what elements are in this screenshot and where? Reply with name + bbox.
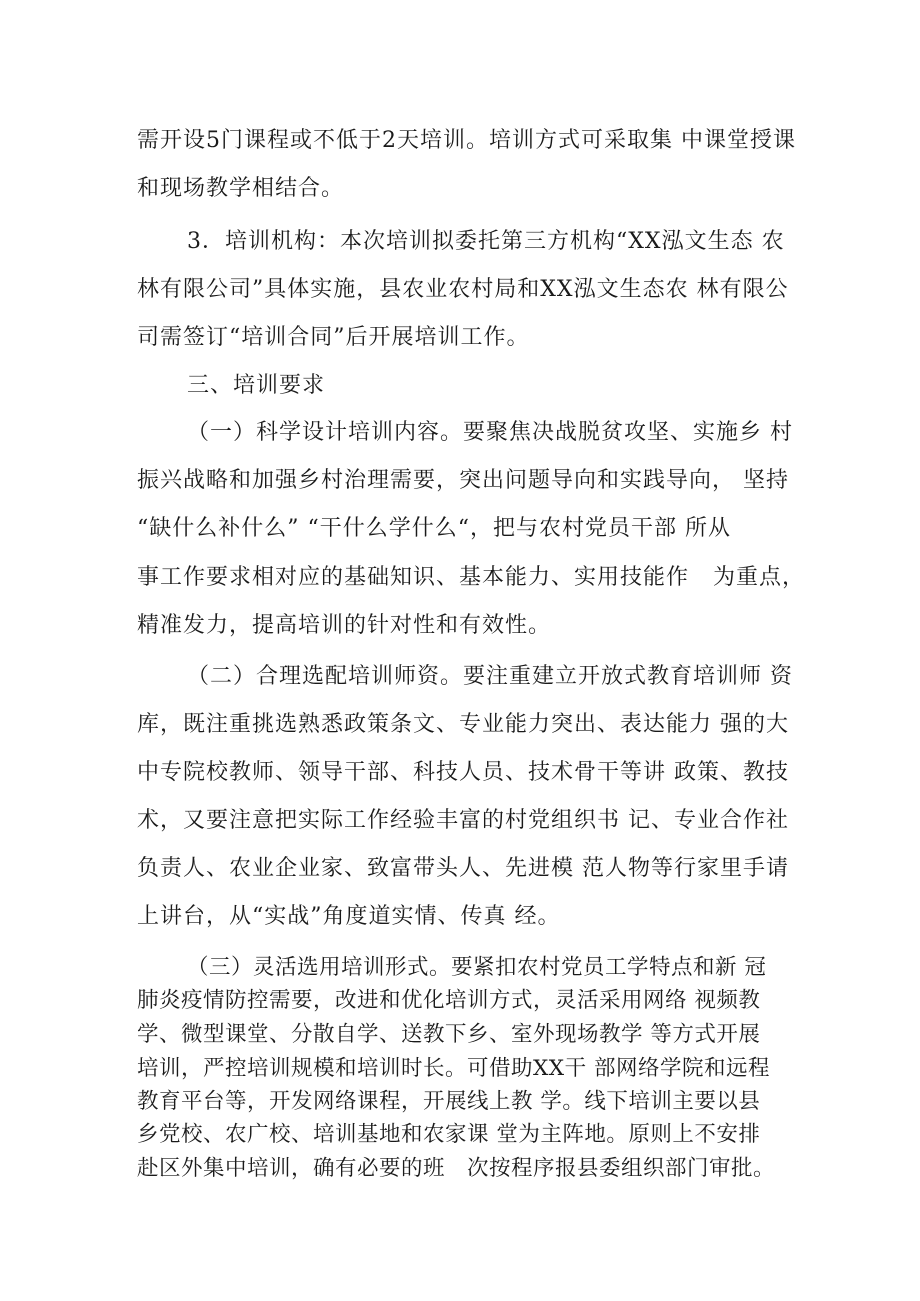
text-line: 库，既注重挑选熟悉政策条文、专业能力突出、表达能力 强的大 xyxy=(137,712,789,737)
text-line: 林有限公司”具体实施，县农业农村局和XX泓文生态农 林有限公 xyxy=(137,277,789,302)
text-line: （三）灵活选用培训形式。要紧扣农村党员工学特点和新 冠 xyxy=(187,955,767,980)
text-line: 事工作要求相对应的基础知识、基本能力、实用技能作 为重点， xyxy=(137,565,805,590)
text-line: 上讲台，从“实战”角度道实情、传真 经。 xyxy=(137,904,561,929)
text-line: “缺什么补什么” “干什么学什么“，把与农村党员干部 所从 xyxy=(137,516,731,541)
text-line: 和现场教学相结合。 xyxy=(137,176,345,201)
text-line: 术，又要注意把实际工作经验丰富的村党组织书 记、专业合作社 xyxy=(137,808,789,833)
text-line: 3．培训机构：本次培训拟委托第三方机构“XX泓文生态 农 xyxy=(187,229,785,254)
text-line: 中专院校教师、领导干部、科技人员、技术骨干等讲 政策、教技 xyxy=(137,760,789,785)
text-line: 教育平台等，开发网络课程，开展线上教 学。线下培训主要以县 xyxy=(137,1089,761,1114)
text-line: 赴区外集中培训，确有必要的班 次按程序报县委组织部门审批。 xyxy=(137,1156,776,1181)
text-line: 司需签订“培训合同”后开展培训工作。 xyxy=(137,325,530,350)
text-line: 培训，严控培训规模和培训时长。可借助XX干 部网络学院和远程 xyxy=(137,1056,770,1081)
text-line: 学、微型课堂、分散自学、送教下乡、室外现场教学 等方式开展 xyxy=(137,1022,761,1047)
text-line: 负责人、农业企业家、致富带头人、先进模 范人物等行家里手请 xyxy=(137,856,789,881)
text-line: 肺炎疫情防控需要，改进和优化培训方式，灵活采用网络 视频教 xyxy=(137,988,761,1013)
section-heading: 三、培训要求 xyxy=(187,373,326,398)
text-line: 精准发力，提高培训的针对性和有效性。 xyxy=(137,613,552,638)
text-line: （一）科学设计培训内容。要聚焦决战脱贫攻坚、实施乡 村 xyxy=(187,420,793,445)
text-line: 需开设5门课程或不低于2天培训。培训方式可采取集 中课堂授课 xyxy=(137,128,796,153)
text-line: （二）合理选配培训师资。要注重建立开放式教育培训师 资 xyxy=(187,664,793,689)
text-line: 振兴战略和加强乡村治理需要，突出问题导向和实践导向， 坚持 xyxy=(137,468,789,493)
text-line: 乡党校、农广校、培训基地和农家课 堂为主阵地。原则上不安排 xyxy=(137,1122,761,1147)
